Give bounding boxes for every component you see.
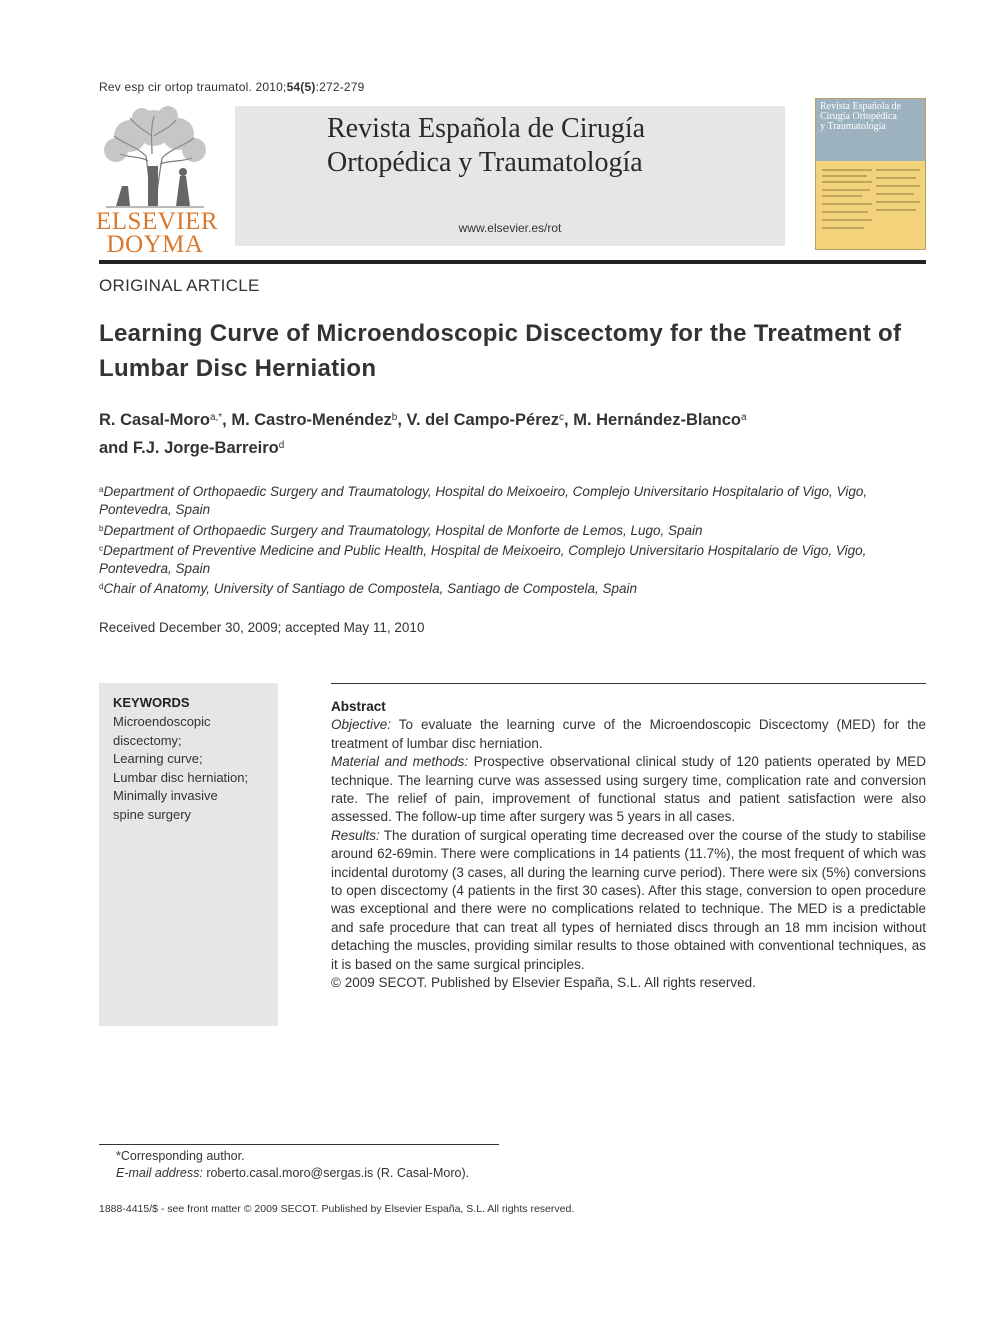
header-rule xyxy=(99,260,926,264)
keywords-heading: KEYWORDS xyxy=(113,695,190,710)
keyword-item: Minimally invasive xyxy=(113,788,218,803)
publisher-name: ELSEVIER xyxy=(96,208,219,235)
keyword-item: discectomy; xyxy=(113,732,182,748)
affiliations xyxy=(99,481,899,599)
abstract-heading: Abstract xyxy=(331,699,386,714)
journal-cover-thumbnail xyxy=(815,98,926,250)
publisher-name-2: DOYMA xyxy=(106,231,204,258)
author[interactable]: and F.J. Jorge-Barreiro$^d$ xyxy=(99,439,285,457)
abstract xyxy=(331,698,926,993)
footnote xyxy=(116,1148,469,1181)
section-label: ORIGINAL ARTICLE xyxy=(99,276,260,295)
article-title: Learning Curve of Microendoscopic Discectomy for the Treatment of Lumbar Disc Herniation xyxy=(99,320,902,382)
elsevier-logo xyxy=(96,106,219,258)
corresponding-author-note: *Corresponding author. xyxy=(116,1149,245,1163)
abstract-rule xyxy=(331,683,926,684)
cover-title: Revista Española de Cirugía Ortopédica y Traumatología xyxy=(820,101,902,132)
affiliation: $^c$Department of Preventive Medicine and Public Health, Hospital de Meixoeiro, Complejo Universitario Hospitalario de Vigo, Vigo, Pontevedra, Spain xyxy=(99,542,867,577)
citation-line: Rev esp cir ortop traumatol. 2010;54(5):272-279 xyxy=(99,80,365,94)
journal-url[interactable]: www.elsevier.es/rot xyxy=(458,221,562,235)
keyword-item: Learning curve; xyxy=(113,751,203,766)
author[interactable]: M. Hernández-Blanco$^a$ xyxy=(573,411,747,429)
abstract-results: Results: The duration of surgical operating time decreased over the course of the study to stabilise around 62-69min. There were complications in 14 patients (11.7%), the most frequent of which was incidental durotomy (3 cases, all during the learning curve period). There were six (5%) conversions to open discectomy (4 patients in the first 30 cases). After this stage, conversion to open procedure was exceptional and there were no complications related to technique. The MED is a predictable and safe procedure that can treat all types of herniated discs through an 18 mm incision without detaching the muscles, providing similar results to those obtained with conventional techniques, as it is based on the same surgical principles. xyxy=(331,827,926,972)
abstract-objective: Objective: To evaluate the learning curve of the Microendoscopic Discectomy (MED) for the treatment of lumbar disc herniation. xyxy=(331,717,926,751)
affiliation: $^b$Department of Orthopaedic Surgery and Traumatology, Hospital de Monforte de Lemos, Lugo, Spain xyxy=(99,522,703,538)
keywords-box xyxy=(99,683,278,1026)
keyword-item: Microendoscopic xyxy=(113,714,211,729)
tree-icon xyxy=(96,106,214,210)
abstract-copyright: © 2009 SECOT. Published by Elsevier España, S.L. All rights reserved. xyxy=(331,975,756,991)
keyword-item: Lumbar disc herniation; xyxy=(113,769,249,785)
email-note: E-mail address: roberto.casal.moro@sergas.is (R. Casal-Moro). xyxy=(116,1165,470,1180)
author-list: R. Casal-Moro$^{a,*}$, M. Castro-Menéndez$^b$, V. del Campo-Pérez$^c$, M. Hernández-Blanco$^a$ and F.J. Jorge-Barreiro$^d$ xyxy=(99,411,747,457)
journal-banner xyxy=(235,106,785,246)
issn-line: 1888-4415/$ - see front matter © 2009 SECOT. Published by Elsevier España, S.L. All rights reserved. xyxy=(99,1203,575,1215)
journal-title: Revista Española de Cirugía Ortopédica y Traumatología xyxy=(327,113,646,178)
keyword-item: spine surgery xyxy=(113,806,192,822)
abstract-methods: Material and methods: Prospective observational clinical study of 120 patients operated by MED technique. The learning curve was assessed using surgery time, complication rate and conversion rate. The relief of pain, improvement of functional status and patient satisfaction were also assessed. The follow-up time after surgery was 5 years in all cases. xyxy=(331,754,926,825)
affiliation: $^d$Chair of Anatomy, University of Santiago de Compostela, Santiago de Compostela, Spain xyxy=(99,581,637,597)
received-dates: Received December 30, 2009; accepted May 11, 2010 xyxy=(99,620,425,635)
author[interactable]: R. Casal-Moro$^{a,*}$ xyxy=(99,411,223,429)
author[interactable]: V. del Campo-Pérez$^c$ xyxy=(406,411,565,429)
affiliation: $^a$Department of Orthopaedic Surgery and Traumatology, Hospital do Meixoeiro, Complejo Universitario Hospitalario of Vigo, Vigo, Pontevedra, Spain xyxy=(99,484,868,518)
author[interactable]: M. Castro-Menéndez$^b$ xyxy=(231,411,398,429)
footnote-rule xyxy=(99,1144,499,1145)
